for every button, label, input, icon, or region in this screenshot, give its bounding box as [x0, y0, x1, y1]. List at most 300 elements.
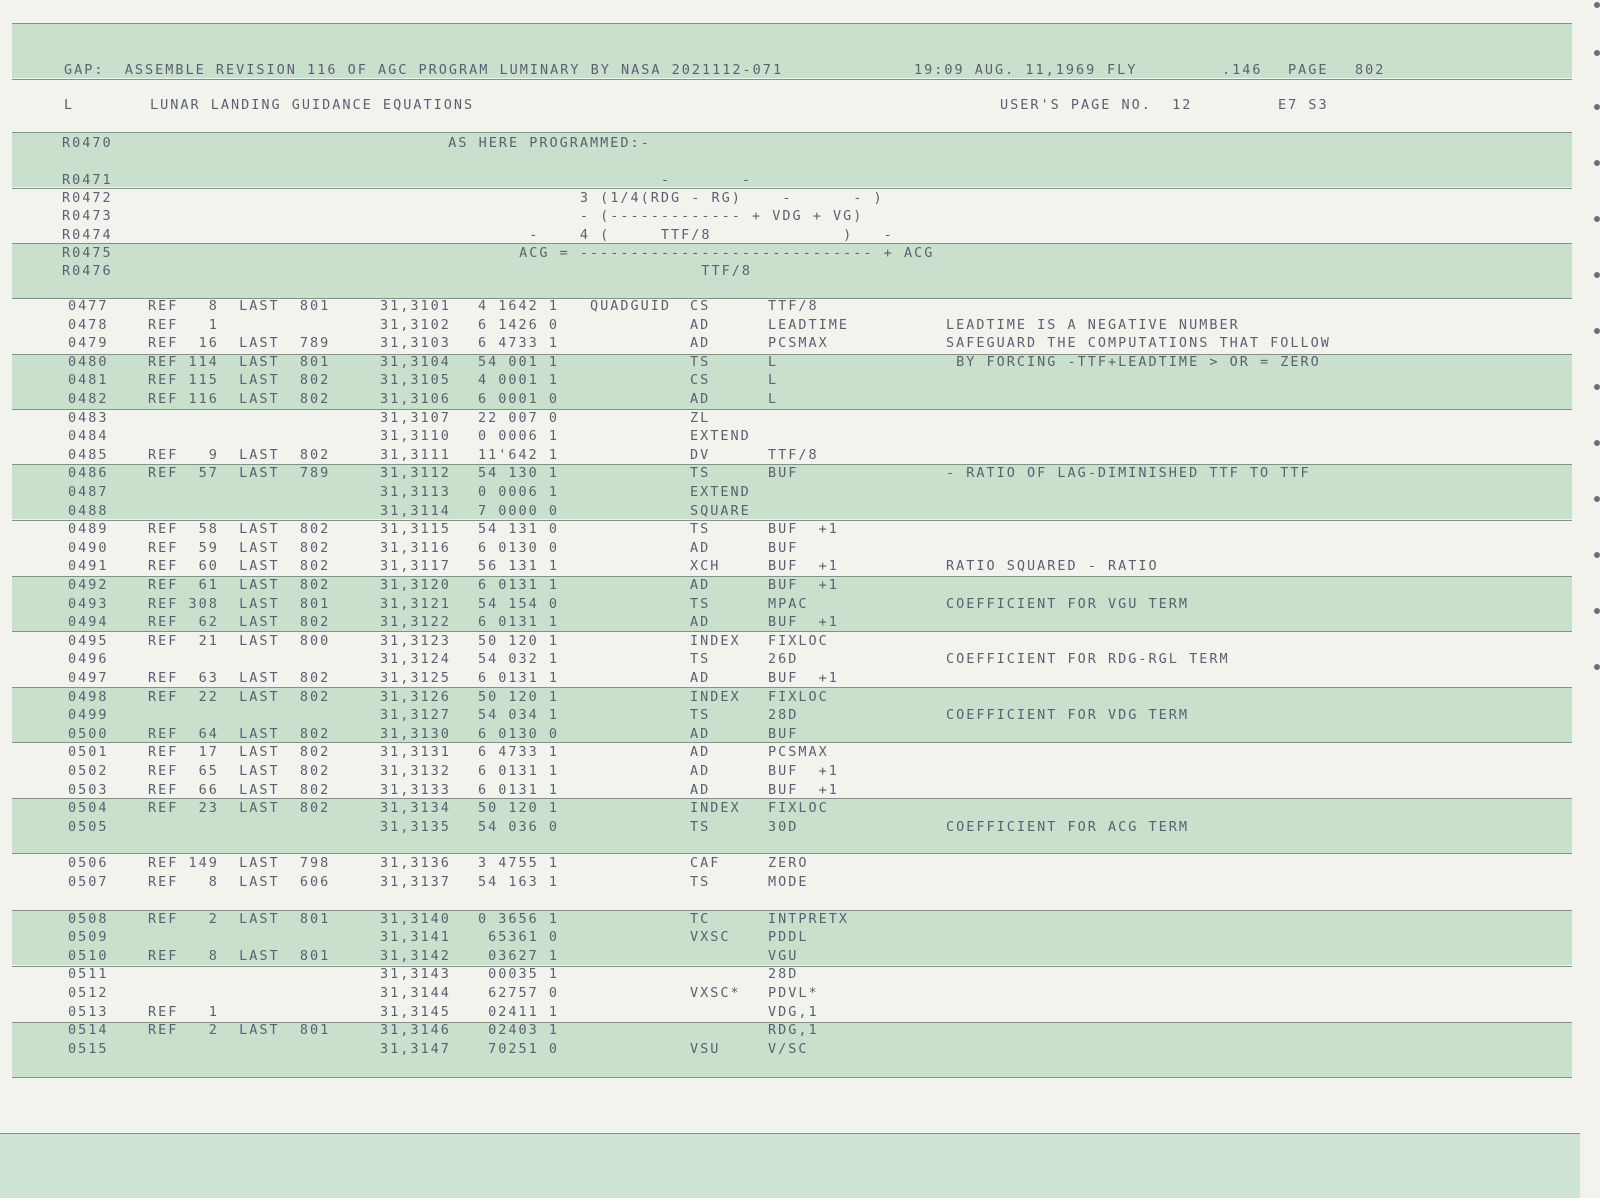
line-number: 0508 [68, 910, 109, 927]
opcode: TS [690, 651, 711, 668]
line-number: 0513 [68, 1003, 109, 1020]
tractor-hole [1594, 496, 1600, 502]
comment-line [0, 226, 1600, 244]
line-id: R0471 [62, 172, 113, 188]
comment: SAFEGUARD THE COMPUTATIONS THAT FOLLOW [946, 335, 1331, 352]
line-number: 0479 [68, 335, 109, 352]
comment-formula: - 4 ( TTF/8 ) - [195, 227, 894, 243]
line-number: 0482 [68, 391, 109, 407]
line-number: 0490 [68, 539, 109, 556]
octal-word: 6 4733 1 [478, 335, 560, 352]
octal-word: 54 163 1 [478, 874, 560, 890]
assembly-timestamp: 19:09 AUG. 11,1969 [914, 62, 1097, 78]
paper-rule [12, 132, 1572, 133]
opcode: AD [690, 614, 711, 631]
line-number: 0478 [68, 316, 109, 333]
line-number: 0493 [68, 595, 109, 612]
code-line [0, 1021, 1600, 1039]
code-line [0, 1003, 1600, 1021]
line-number: 0489 [68, 521, 109, 538]
comment: COEFFICIENT FOR VGU TERM [946, 595, 1190, 612]
opcode: DV [690, 446, 711, 463]
line-number: 0510 [68, 947, 109, 964]
line-number: 0514 [68, 1022, 109, 1039]
tractor-hole [1594, 160, 1600, 166]
reference: REF 62 LAST 802 [148, 614, 331, 631]
next-page-band [0, 1134, 1580, 1198]
operand: PDDL [768, 929, 809, 946]
comment: COEFFICIENT FOR VDG TERM [946, 707, 1190, 724]
operand: FIXLOC [768, 800, 829, 817]
header-top-rule [12, 23, 1572, 24]
opcode: AD [690, 391, 711, 407]
line-number: 0509 [68, 929, 109, 946]
opcode: TS [690, 521, 711, 538]
octal-word: 6 0130 0 [478, 725, 560, 742]
address: 31,3106 [380, 391, 451, 407]
comment-line [0, 189, 1600, 207]
opcode: VXSC [690, 929, 731, 946]
tractor-hole [1594, 2, 1600, 8]
address: 31,3102 [380, 316, 451, 333]
operand: ZERO [768, 855, 809, 872]
reference: REF 22 LAST 802 [148, 688, 331, 705]
label: QUADGUID [590, 298, 672, 314]
line-id: R0472 [62, 190, 113, 206]
tractor-hole [1594, 664, 1600, 670]
code-line [0, 984, 1600, 1002]
code-line [0, 427, 1600, 445]
line-number: 0500 [68, 725, 109, 742]
reference: REF 64 LAST 802 [148, 725, 331, 742]
code-line [0, 446, 1600, 464]
octal-word: 3 4755 1 [478, 855, 560, 872]
code-line [0, 743, 1600, 761]
code-line [0, 409, 1600, 427]
octal-word: 50 120 1 [478, 632, 560, 649]
comment-line [0, 171, 1600, 189]
octal-word: 6 1426 0 [478, 316, 560, 333]
address: 31,3144 [380, 985, 451, 1001]
address: 31,3141 [380, 929, 451, 946]
line-number: 0497 [68, 670, 109, 686]
operand: 28D [768, 707, 799, 724]
opcode: INDEX [690, 800, 741, 817]
operand: TTF/8 [768, 446, 819, 463]
operand: VDG,1 [768, 1003, 819, 1020]
octal-word: 65361 0 [478, 929, 560, 946]
opcode: ZL [690, 409, 711, 426]
operand: V/SC [768, 1040, 809, 1057]
opcode: TS [690, 595, 711, 612]
code-line [0, 650, 1600, 668]
opcode: AD [690, 335, 711, 352]
line-number: 0488 [68, 502, 109, 519]
tractor-hole [1594, 328, 1600, 334]
opcode: AD [690, 316, 711, 333]
octal-word: 54 001 1 [478, 353, 560, 370]
opcode: AD [690, 670, 711, 686]
code-line [0, 725, 1600, 743]
comment: RATIO SQUARED - RATIO [946, 558, 1159, 575]
comment: COEFFICIENT FOR ACG TERM [946, 818, 1190, 835]
address: 31,3112 [380, 465, 451, 482]
line-number: 0486 [68, 465, 109, 482]
fly-label: FLY [1107, 62, 1138, 78]
code-line [0, 928, 1600, 946]
reference: REF 61 LAST 802 [148, 577, 331, 593]
opcode: XCH [690, 558, 721, 575]
code-line [0, 483, 1600, 501]
octal-word: 22 007 0 [478, 409, 560, 426]
operand: L [768, 353, 779, 370]
reference: REF 116 LAST 802 [148, 391, 331, 407]
code-line [0, 873, 1600, 891]
line-id: R0474 [62, 227, 113, 243]
line-number: 0498 [68, 688, 109, 705]
line-number: 0485 [68, 446, 109, 463]
opcode: SQUARE [690, 502, 751, 519]
tractor-hole [1594, 552, 1600, 558]
comment-line [0, 134, 1600, 152]
octal-word: 6 0130 0 [478, 539, 560, 556]
line-number: 0505 [68, 818, 109, 835]
user-code: E7 S3 [1278, 97, 1329, 113]
opcode: INDEX [690, 688, 741, 705]
operand: INTPRETX [768, 910, 850, 927]
operand: BUF +1 [768, 670, 839, 686]
opcode: CS [690, 298, 711, 314]
run-code: .146 [1222, 62, 1263, 78]
address: 31,3132 [380, 763, 451, 779]
line-number: 0481 [68, 372, 109, 389]
operand: 30D [768, 818, 799, 835]
code-line [0, 669, 1600, 687]
opcode: EXTEND [690, 484, 751, 500]
line-number: 0515 [68, 1040, 109, 1057]
reference: REF 308 LAST 801 [148, 595, 331, 612]
opcode: TS [690, 818, 711, 835]
operand: FIXLOC [768, 688, 829, 705]
line-number: 0502 [68, 763, 109, 779]
opcode: AD [690, 744, 711, 761]
address: 31,3114 [380, 502, 451, 519]
line-number: 0511 [68, 966, 109, 983]
octal-word: 50 120 1 [478, 688, 560, 705]
comment-line [0, 262, 1600, 280]
address: 31,3126 [380, 688, 451, 705]
reference: REF 21 LAST 800 [148, 632, 331, 649]
code-line [0, 947, 1600, 965]
address: 31,3113 [380, 484, 451, 500]
code-line [0, 706, 1600, 724]
tractor-hole [1594, 104, 1600, 110]
code-line [0, 390, 1600, 408]
line-number: 0495 [68, 632, 109, 649]
reference: REF 115 LAST 802 [148, 372, 331, 389]
reference: REF 65 LAST 802 [148, 763, 331, 779]
line-number: 0477 [68, 298, 109, 314]
octal-word: 6 0131 1 [478, 614, 560, 631]
octal-word: 6 0131 1 [478, 781, 560, 798]
code-line [0, 502, 1600, 520]
operand: RDG,1 [768, 1022, 819, 1039]
comment-formula: TTF/8 [195, 263, 753, 279]
octal-word: 0 3656 1 [478, 910, 560, 927]
opcode: AD [690, 763, 711, 779]
header-bottom-rule [12, 79, 1572, 80]
address: 31,3104 [380, 353, 451, 370]
opcode: TS [690, 874, 711, 890]
opcode: TS [690, 707, 711, 724]
address: 31,3123 [380, 632, 451, 649]
code-line [0, 297, 1600, 315]
code-line [0, 762, 1600, 780]
line-number: 0501 [68, 744, 109, 761]
code-line [0, 576, 1600, 594]
code-line [0, 688, 1600, 706]
tractor-hole [1594, 384, 1600, 390]
address: 31,3145 [380, 1003, 451, 1020]
octal-word: 7 0000 0 [478, 502, 560, 519]
operand: L [768, 391, 779, 407]
reference: REF 114 LAST 801 [148, 353, 331, 370]
code-line [0, 595, 1600, 613]
code-line [0, 818, 1600, 836]
code-line [0, 334, 1600, 352]
octal-word: 6 0131 1 [478, 577, 560, 593]
opcode: TC [690, 910, 711, 927]
line-number: 0496 [68, 651, 109, 668]
operand: VGU [768, 947, 799, 964]
address: 31,3136 [380, 855, 451, 872]
operand: BUF [768, 725, 799, 742]
address: 31,3124 [380, 651, 451, 668]
octal-word: 70251 0 [478, 1040, 560, 1057]
reference: REF 17 LAST 802 [148, 744, 331, 761]
code-line [0, 520, 1600, 538]
code-line [0, 316, 1600, 334]
octal-word: 4 0001 1 [478, 372, 560, 389]
address: 31,3103 [380, 335, 451, 352]
address: 31,3146 [380, 1022, 451, 1039]
code-line [0, 557, 1600, 575]
opcode: TS [690, 353, 711, 370]
code-line [0, 539, 1600, 557]
reference: REF 1 [148, 316, 219, 333]
paper-rule [12, 1077, 1572, 1078]
opcode: VXSC* [690, 985, 741, 1001]
operand: BUF +1 [768, 763, 839, 779]
code-line [0, 781, 1600, 799]
line-number: 0483 [68, 409, 109, 426]
code-line [0, 371, 1600, 389]
address: 31,3110 [380, 428, 451, 445]
octal-word: 00035 1 [478, 966, 560, 983]
address: 31,3131 [380, 744, 451, 761]
octal-word: 11'642 1 [478, 446, 560, 463]
address: 31,3134 [380, 800, 451, 817]
line-id: R0476 [62, 263, 113, 279]
operand: 28D [768, 966, 799, 983]
code-line [0, 965, 1600, 983]
octal-word: 0 0006 1 [478, 428, 560, 445]
operand: L [768, 372, 779, 389]
line-number: 0512 [68, 985, 109, 1001]
line-number: 0492 [68, 577, 109, 593]
octal-word: 54 131 0 [478, 521, 560, 538]
opcode: AD [690, 539, 711, 556]
next-page-rule [0, 1133, 1580, 1134]
line-number: 0499 [68, 707, 109, 724]
reference: REF 8 LAST 801 [148, 298, 331, 314]
octal-word: 50 120 1 [478, 800, 560, 817]
code-line [0, 353, 1600, 371]
opcode: CAF [690, 855, 721, 872]
opcode: TS [690, 465, 711, 482]
tractor-hole [1594, 216, 1600, 222]
reference: REF 57 LAST 789 [148, 465, 331, 482]
octal-word: 02403 1 [478, 1022, 560, 1039]
address: 31,3107 [380, 409, 451, 426]
address: 31,3143 [380, 966, 451, 983]
operand: BUF +1 [768, 558, 839, 575]
operand: BUF +1 [768, 577, 839, 593]
operand: BUF [768, 465, 799, 482]
code-line [0, 464, 1600, 482]
line-number: 0491 [68, 558, 109, 575]
address: 31,3125 [380, 670, 451, 686]
octal-word: 02411 1 [478, 1003, 560, 1020]
opcode: VSU [690, 1040, 721, 1057]
assembly-title: GAP: ASSEMBLE REVISION 116 OF AGC PROGRAM LUMINARY BY NASA 2021112-071 [64, 62, 784, 78]
comment: LEADTIME IS A NEGATIVE NUMBER [946, 316, 1240, 333]
comment-line [0, 244, 1600, 262]
address: 31,3101 [380, 298, 451, 314]
octal-word: 54 130 1 [478, 465, 560, 482]
reference: REF 2 LAST 801 [148, 1022, 331, 1039]
line-number: 0506 [68, 855, 109, 872]
octal-word: 03627 1 [478, 947, 560, 964]
code-line [0, 1040, 1600, 1058]
code-line [0, 854, 1600, 872]
line-number: 0503 [68, 781, 109, 798]
octal-word: 62757 0 [478, 985, 560, 1001]
address: 31,3135 [380, 818, 451, 835]
opcode: INDEX [690, 632, 741, 649]
line-id: R0473 [62, 208, 113, 224]
reference: REF 149 LAST 798 [148, 855, 331, 872]
operand: MODE [768, 874, 809, 890]
octal-word: 0 0006 1 [478, 484, 560, 500]
address: 31,3121 [380, 595, 451, 612]
line-number: 0484 [68, 428, 109, 445]
line-number: 0487 [68, 484, 109, 500]
tractor-hole [1594, 608, 1600, 614]
octal-word: 6 0131 1 [478, 763, 560, 779]
reference: REF 8 LAST 606 [148, 874, 331, 890]
opcode: CS [690, 372, 711, 389]
octal-word: 6 0131 1 [478, 670, 560, 686]
reference: REF 66 LAST 802 [148, 781, 331, 798]
code-line [0, 799, 1600, 817]
address: 31,3127 [380, 707, 451, 724]
address: 31,3117 [380, 558, 451, 575]
comment-formula: - - [195, 172, 753, 188]
tractor-hole [1594, 50, 1600, 56]
page-label: PAGE [1288, 62, 1329, 78]
comment-line [0, 207, 1600, 225]
reference: REF 16 LAST 789 [148, 335, 331, 352]
address: 31,3115 [380, 521, 451, 538]
octal-word: 6 4733 1 [478, 744, 560, 761]
reference: REF 1 [148, 1003, 219, 1020]
address: 31,3147 [380, 1040, 451, 1057]
code-line [0, 910, 1600, 928]
opcode: AD [690, 725, 711, 742]
line-number: 0494 [68, 614, 109, 631]
comment: - RATIO OF LAG-DIMINISHED TTF TO TTF [946, 465, 1311, 482]
comment-formula: 3 (1/4(RDG - RG) - - ) [195, 190, 884, 206]
code-line [0, 632, 1600, 650]
tractor-hole [1594, 440, 1600, 446]
address: 31,3142 [380, 947, 451, 964]
reference: REF 60 LAST 802 [148, 558, 331, 575]
reference: REF 59 LAST 802 [148, 539, 331, 556]
address: 31,3140 [380, 910, 451, 927]
reference: REF 23 LAST 802 [148, 800, 331, 817]
line-number: 0507 [68, 874, 109, 890]
comment-formula: - (------------- + VDG + VG) [195, 208, 864, 224]
operand: PDVL* [768, 985, 819, 1001]
octal-word: 4 1642 1 [478, 298, 560, 314]
opcode: EXTEND [690, 428, 751, 445]
address: 31,3111 [380, 446, 451, 463]
line-id: R0475 [62, 245, 113, 261]
address: 31,3130 [380, 725, 451, 742]
octal-word: 56 131 1 [478, 558, 560, 575]
code-line [0, 613, 1600, 631]
page-number: 802 [1355, 62, 1386, 78]
octal-word: 54 032 1 [478, 651, 560, 668]
octal-word: 54 036 0 [478, 818, 560, 835]
octal-word: 6 0001 0 [478, 391, 560, 407]
reference: REF 2 LAST 801 [148, 910, 331, 927]
line-number: 0480 [68, 353, 109, 370]
user-page-number: USER'S PAGE NO. 12 [1000, 97, 1193, 113]
address: 31,3133 [380, 781, 451, 798]
address: 31,3122 [380, 614, 451, 631]
section-title: LUNAR LANDING GUIDANCE EQUATIONS [150, 97, 475, 113]
reference: REF 58 LAST 802 [148, 521, 331, 538]
operand: 26D [768, 651, 799, 668]
operand: TTF/8 [768, 298, 819, 314]
reference: REF 63 LAST 802 [148, 670, 331, 686]
line-id: R0470 [62, 135, 113, 151]
section-marker: L [64, 97, 75, 113]
tractor-hole [1594, 272, 1600, 278]
reference: REF 9 LAST 802 [148, 446, 331, 463]
opcode: AD [690, 781, 711, 798]
address: 31,3120 [380, 577, 451, 593]
operand: BUF [768, 539, 799, 556]
address: 31,3116 [380, 539, 451, 556]
reference: REF 8 LAST 801 [148, 947, 331, 964]
operand: FIXLOC [768, 632, 829, 649]
comment-formula: ACG = ----------------------------- + ACG [195, 245, 935, 261]
comment: BY FORCING -TTF+LEADTIME > OR = ZERO [946, 353, 1321, 370]
opcode: AD [690, 577, 711, 593]
